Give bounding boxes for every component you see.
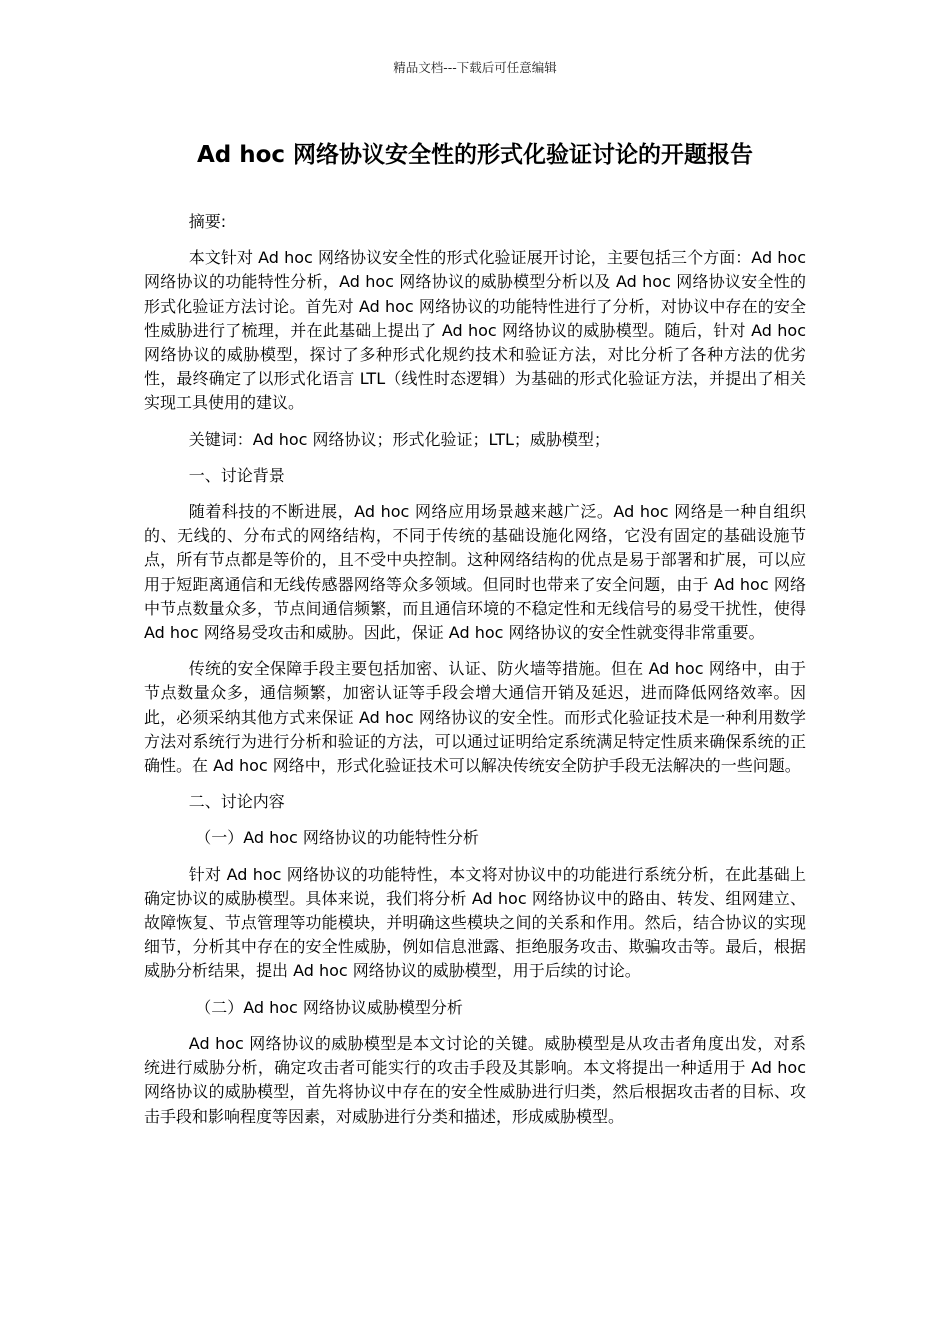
- threat-model-paragraph: Ad hoc 网络协议的威胁模型是本文讨论的关键。威胁模型是从攻击者角度出发，对系统进行威胁分析，确定攻击者可能实行的攻击手段及其影响。本文将提出一种适用于 Ad hoc 网络协议的威胁模型，首先将协议中存在的安全性威胁进行归类，然后根据攻击者的目标、攻击手段和影响程度等因素，对威胁进行分类和描述，形成威胁模型。: [144, 1033, 806, 1126]
- background-paragraph-1: 随着科技的不断进展，Ad hoc 网络应用场景越来越广泛。Ad hoc 网络是一种自组织的、无线的、分布式的网络结构，不同于传统的基础设施化网络，它没有固定的基础设施节点，所有节点都是等价的，且不受中央控制。这种网络结构的优点是易于部署和扩展，可以应用于短距离通信和无线传感器网络等众多领域。但同时也带来了安全问题，由于 Ad hoc 网络中节点数量众多，节点间通信频繁，而且通信环境的不稳定性和无线信号的易受干扰性，使得 Ad hoc 网络易受攻击和威胁。因此，保证 Ad hoc 网络协议的安全性就变得非常重要。: [144, 502, 806, 643]
- subsection-heading-threat-model: （二）Ad hoc 网络协议威胁模型分析: [195, 997, 463, 1017]
- background-paragraph-2: 传统的安全保障手段主要包括加密、认证、防火墙等措施。但在 Ad hoc 网络中，由于节点数量众多，通信频繁，加密认证等手段会增大通信开销及延迟，进而降低网络效率。因此，必须采纳其他方式来保证 Ad hoc 网络协议的安全性。而形式化验证技术是一种利用数学方法对系统行为进行分析和验证的方法，可以通过证明给定系统满足特定性质来确保系统的正确性。在 Ad hoc 网络中，形式化验证技术可以解决传统安全防护手段无法解决的一些问题。: [144, 659, 806, 776]
- keywords-line: 关键词：Ad hoc 网络协议；形式化验证；LTL；威胁模型；: [188, 429, 610, 449]
- section-heading-background: 一、讨论背景: [188, 465, 285, 485]
- header-note: 精品文档---下载后可任意编辑: [393, 60, 557, 75]
- document-title: Ad hoc 网络协议安全性的形式化验证讨论的开题报告: [196, 142, 754, 168]
- functional-analysis-paragraph: 针对 Ad hoc 网络协议的功能特性，本文将对协议中的功能进行系统分析，在此基础上确定协议的威胁模型。具体来说，我们将分析 Ad hoc 网络协议中的路由、转发、组网建立、故障恢复、节点管理等功能模块，并明确这些模块之间的关系和作用。然后，结合协议的实现细节，分析其中存在的安全性威胁，例如信息泄露、拒绝服务攻击、欺骗攻击等。最后，根据威胁分析结果，提出 Ad hoc 网络协议的威胁模型，用于后续的讨论。: [144, 864, 806, 981]
- subsection-heading-functional-analysis: （一）Ad hoc 网络协议的功能特性分析: [195, 828, 479, 848]
- abstract-paragraph: 本文针对 Ad hoc 网络协议安全性的形式化验证展开讨论，主要包括三个方面：Ad hoc 网络协议的功能特性分析，Ad hoc 网络协议的威胁模型分析以及 Ad hoc 网络协议安全性的形式化验证方法讨论。首先对 Ad hoc 网络协议的功能特性进行了分析，对协议中存在的安全性威胁进行了梳理，并在此基础上提出了 Ad hoc 网络协议的威胁模型。随后，针对 Ad hoc 网络协议的威胁模型，探讨了多种形式化规约技术和验证方法，对比分析了各种方法的优劣性，最终确定了以形式化语言 LTL（线性时态逻辑）为基础的形式化验证方法，并提出了相关实现工具使用的建议。: [144, 248, 806, 413]
- abstract-label: 摘要:: [188, 212, 227, 231]
- document-body: [144, 210, 806, 1141]
- section-heading-content: 二、讨论内容: [188, 792, 285, 812]
